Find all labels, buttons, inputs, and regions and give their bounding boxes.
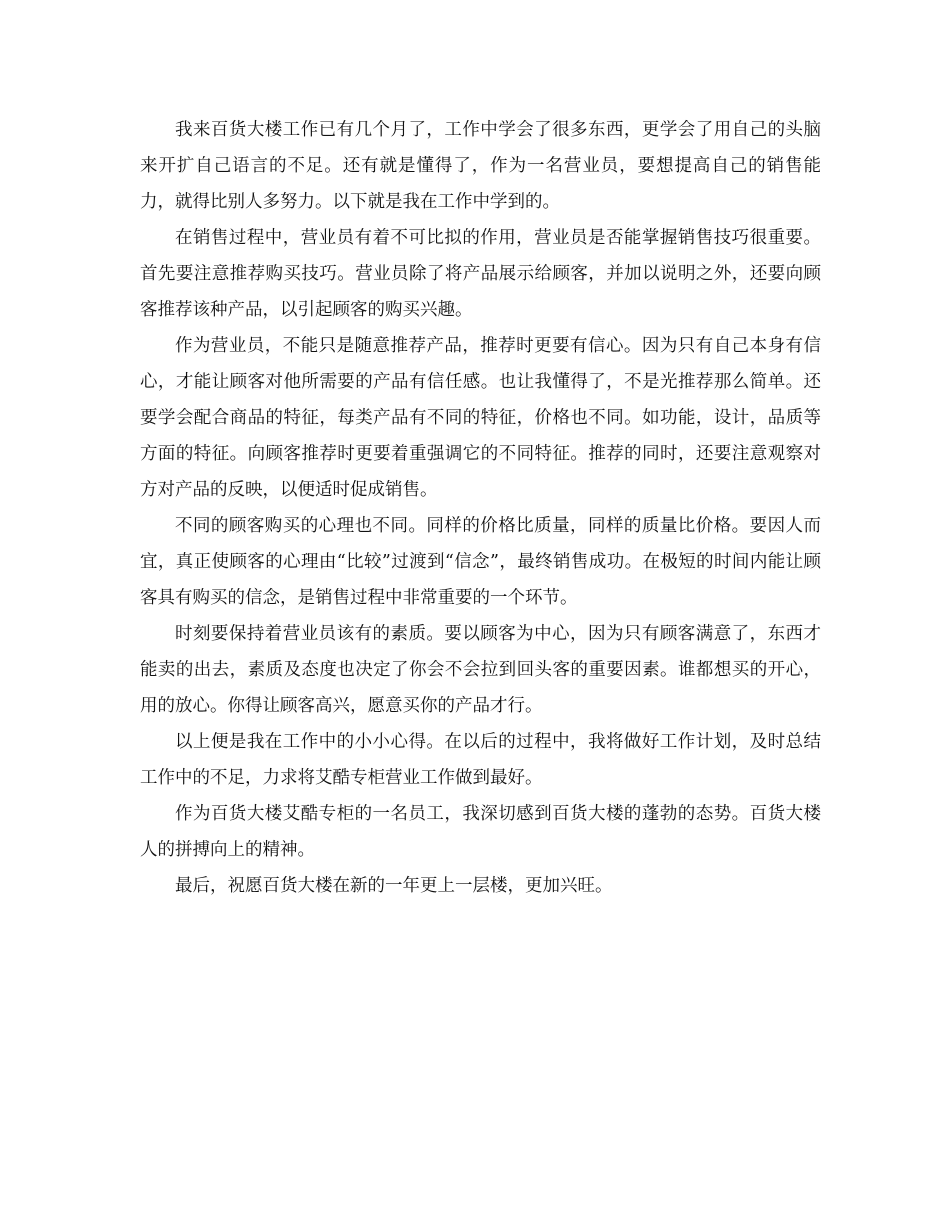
paragraph-3: 作为营业员，不能只是随意推荐产品，推荐时更要有信心。因为只有自己本身有信心，才能让顾客对他所需要的产品有信任感。也让我懂得了，不是光推荐那么简单。还要学会配合商品的特征，每类产品有不同的特征，价格也不同。如功能，设计，品质等方面的特征。向顾客推荐时更要着重强调它的不同特征。推荐的同时，还要注意观察对方对产品的反映，以便适时促成销售。: [140, 336, 821, 500]
paragraph-5: 时刻要保持着营业员该有的素质。要以顾客为中心，因为只有顾客满意了，东西才能卖的出去，素质及态度也决定了你会不会拉到回头客的重要因素。谁都想买的开心，用的放心。你得让顾客高兴，愿意买你的产品才行。: [140, 624, 821, 716]
paragraph-1: 我来百货大楼工作已有几个月了，工作中学会了很多东西，更学会了用自己的头脑来开扩自己语言的不足。还有就是懂得了，作为一名营业员，要想提高自己的销售能力，就得比别人多努力。以下就是我在工作中学到的。: [140, 120, 821, 212]
paragraph-4: 不同的顾客购买的心理也不同。同样的价格比质量，同样的质量比价格。要因人而宜，真正使顾客的心理由“比较”过渡到“信念”，最终销售成功。在极短的时间内能让顾客具有购买的信念，是销售过程中非常重要的一个环节。: [140, 516, 821, 608]
paragraph-6: 以上便是我在工作中的小小心得。在以后的过程中，我将做好工作计划，及时总结工作中的不足，力求将艾酷专柜营业工作做到最好。: [140, 732, 821, 788]
paragraph-8: 最后，祝愿百货大楼在新的一年更上一层楼，更加兴旺。: [175, 876, 613, 896]
paragraph-2: 在销售过程中，营业员有着不可比拟的作用，营业员是否能掌握销售技巧很重要。首先要注意推荐购买技巧。营业员除了将产品展示给顾客，并加以说明之外，还要向顾客推荐该种产品，以引起顾客的购买兴趣。: [140, 228, 821, 320]
paragraph-7: 作为百货大楼艾酷专柜的一名员工，我深切感到百货大楼的蓬勃的态势。百货大楼人的拼搏向上的精神。: [140, 804, 821, 860]
document-body: [140, 112, 821, 904]
